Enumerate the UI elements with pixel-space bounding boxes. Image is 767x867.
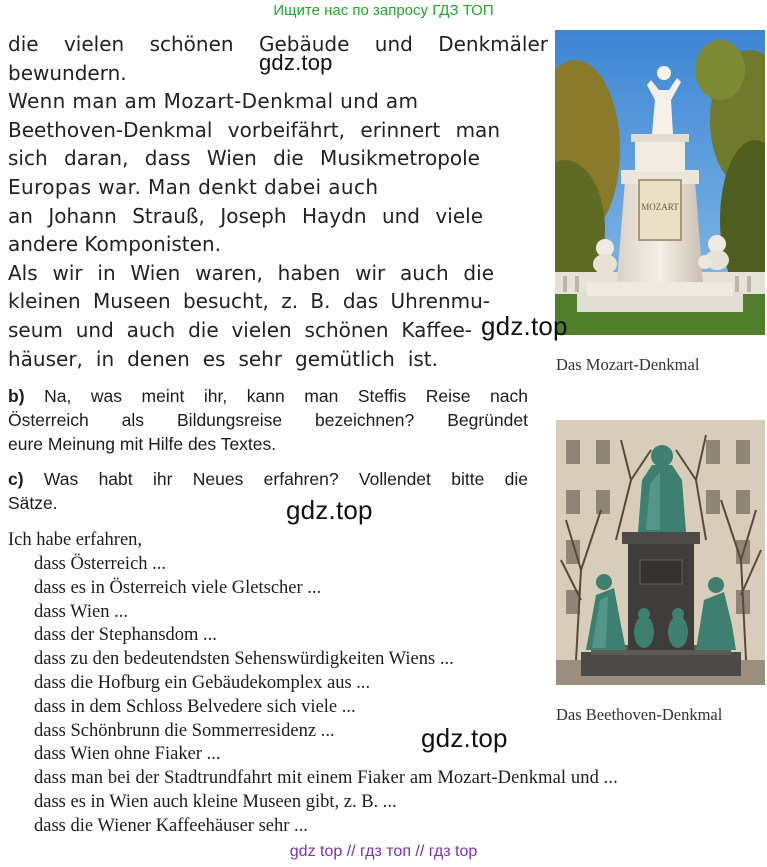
promo-banner-top[interactable]: Ищите нас по запросу ГДЗ ТОП [273,2,494,19]
passage-line: andere Komponisten. [8,232,221,257]
mozart-monument-photo [555,30,765,335]
list-item: dass Schönbrunn die Sommerresidenz ... [34,720,335,741]
sentence-list [34,553,618,839]
passage-line: bewundern. [8,60,127,85]
task-b-line: Österreich als Bildungsreise bezeichnen? Begründet [8,410,528,430]
passage-line: kleinen Museen besucht, z. B. das Uhrenmu- [8,289,490,314]
task-marker: b) [8,386,25,406]
list-item: dass zu den bedeutendsten Sehenswürdigkeiten Wiens ... [34,649,454,670]
list-item: dass man bei der Stadtrundfahrt mit einem Fiaker am Mozart-Denkmal und ... [34,768,618,789]
list-item: dass in dem Schloss Belvedere sich viele ... [34,696,356,717]
list-item: dass die Wiener Kaffeehäuser sehr ... [34,815,308,836]
mozart-caption: Das Mozart-Denkmal [556,355,700,374]
list-item: dass Wien ... [34,601,128,622]
list-item: dass Wien ohne Fiaker ... [34,744,221,765]
watermark-text: gdz.top [286,495,373,525]
beethoven-monument-photo [556,420,765,685]
passage-line: Als wir in Wien waren, haben wir auch die [8,260,494,285]
reading-passage [8,30,548,373]
task-c [8,467,528,515]
passage-line: Wenn man am Mozart-Denkmal und am [8,89,419,114]
list-item: dass die Hofburg ein Gebäudekomplex aus ... [34,672,371,693]
watermark-text: gdz.top [259,50,333,75]
task-c-line: Was habt ihr Neues erfahren? Vollendet bitte die [43,469,528,489]
task-b [8,384,528,456]
watermark-text: gdz.top [481,311,568,341]
promo-banner-bottom[interactable]: gdz top // гдз топ // гдз top [289,843,478,860]
list-item: dass Österreich ... [34,554,167,574]
beethoven-caption: Das Beethoven-Denkmal [556,705,723,724]
passage-line: an Johann Strauß, Joseph Haydn und viele [8,203,483,228]
list-item: dass es in Wien auch kleine Museen gibt, z. B. ... [34,791,397,812]
passage-line: Europas war. Man denkt dabei auch [8,174,379,199]
passage-line: häuser, in denen es sehr gemütlich ist. [8,346,438,371]
passage-line: sich daran, dass Wien die Musikmetropole [8,146,480,171]
list-item: dass es in Österreich viele Gletscher ... [34,577,322,598]
passage-line: die vielen schönen Gebäude und Denkmäler [8,32,548,56]
passage-line: seum und auch die vielen schönen Kaffee- [8,317,472,342]
svg-text:MOZART: MOZART [641,202,679,212]
passage-line: Beethoven-Denkmal vorbeifährt, erinnert man [8,117,500,142]
list-item: dass der Stephansdom ... [34,625,217,646]
task-marker: c) [8,469,24,489]
task-b-line: eure Meinung mit Hilfe des Textes. [8,434,277,454]
watermark-text: gdz.top [421,723,508,753]
list-intro: Ich habe erfahren, [8,530,143,550]
task-c-line: Sätze. [8,493,58,513]
task-b-line: Na, was meint ihr, kann man Steffis Reise nach [44,386,528,406]
